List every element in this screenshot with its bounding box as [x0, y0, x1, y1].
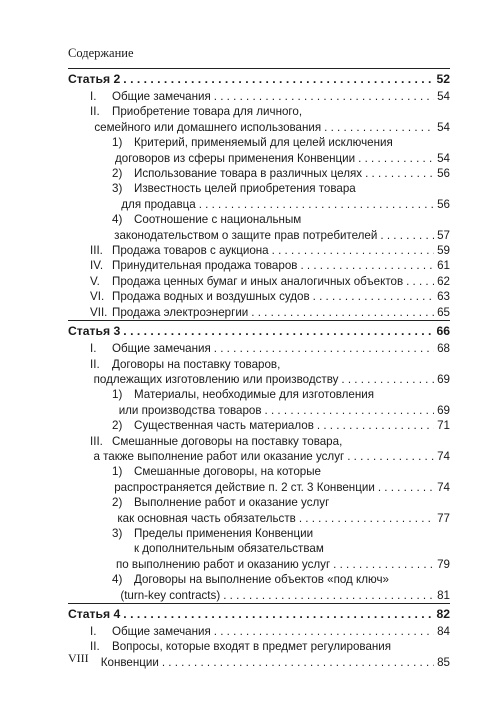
toc-entry: [68, 526, 450, 572]
toc-entry-line: [68, 181, 450, 196]
dot-leader: [378, 480, 434, 495]
entry-number: III.: [90, 434, 103, 448]
entry-title: Смешанные договоры, на которые: [134, 465, 322, 479]
entry-number: 1): [112, 388, 123, 402]
entry-page: 74: [437, 480, 450, 494]
entry-page: 57: [437, 228, 450, 242]
toc-entry-line: [68, 166, 450, 181]
toc-entry: [68, 341, 450, 356]
entry-title: Продажа ценных бумаг и иных аналогичных объектов: [112, 274, 404, 288]
entry-page: 69: [437, 403, 450, 417]
toc-entry-line: [68, 305, 450, 320]
dot-leader: [300, 258, 434, 273]
entry-title: подлежащих изготовлению или производству: [93, 372, 339, 386]
toc-entry-line: [68, 274, 450, 289]
entry-number: 4): [112, 573, 123, 587]
entry-title: Соотношение с национальным: [134, 213, 302, 227]
toc-entry-line: [68, 655, 450, 670]
entry-page: 77: [437, 511, 450, 525]
entry-page: 56: [437, 167, 450, 181]
toc-entry-line: [68, 434, 450, 449]
entry-number: II.: [90, 105, 100, 119]
dot-leader: [347, 449, 434, 464]
entry-title: Вопросы, которые входят в предмет регулирования: [112, 640, 392, 654]
entry-title: Общие замечания: [112, 90, 211, 103]
toc-entry: [68, 357, 450, 388]
toc-entry-line: [68, 526, 450, 541]
toc-entry-line: [68, 588, 450, 603]
entry-number: II.: [90, 640, 100, 654]
entry-number: V.: [90, 274, 100, 288]
dot-leader: [358, 151, 434, 166]
entry-title: Материалы, необходимые для изготовления: [134, 388, 375, 402]
dot-leader: [223, 588, 434, 603]
entry-title: семейного или домашнего использования: [94, 120, 322, 134]
toc-entry-line: [68, 197, 450, 212]
entry-page: 68: [437, 342, 450, 356]
toc-entry-line: [68, 495, 450, 510]
entry-number: I.: [90, 90, 97, 103]
toc-entry-line: [68, 120, 450, 135]
entry-number: IV.: [90, 259, 104, 273]
entry-page: 84: [437, 625, 450, 638]
entry-page: 61: [437, 259, 450, 273]
entry-page: 85: [437, 655, 450, 669]
toc-entry-line: [68, 403, 450, 418]
toc-entry: [68, 464, 450, 495]
toc-entry: [68, 495, 450, 526]
entry-page: 63: [437, 290, 450, 304]
toc-entry-line: [68, 151, 450, 166]
toc-entry-line: [68, 289, 450, 304]
entry-page: 74: [437, 449, 450, 463]
entry-page: 69: [437, 372, 450, 386]
entry-page: 54: [437, 120, 450, 134]
entry-title: Продажа водных и воздушных судов: [112, 290, 310, 304]
toc-entry-line: [68, 228, 450, 243]
toc-entry-line: [68, 357, 450, 372]
dot-leader: [299, 511, 434, 526]
entry-page: 79: [437, 557, 450, 571]
entry-number: 4): [112, 213, 123, 227]
entry-title: Известность целей приобретения товара: [134, 182, 356, 196]
entry-page: 62: [437, 274, 450, 288]
toc-entry-line: [68, 212, 450, 227]
article-page: 66: [436, 324, 450, 339]
entry-number: III.: [90, 244, 103, 258]
entry-number: VI.: [90, 290, 105, 304]
dot-leader: [162, 655, 434, 670]
toc-entry: [68, 243, 450, 258]
toc-article: [68, 603, 450, 670]
toc-entry: [68, 104, 450, 135]
table-of-contents: [68, 68, 450, 670]
entry-number: 2): [112, 496, 123, 510]
entry-number: 1): [112, 136, 123, 150]
toc-entry: [68, 624, 450, 639]
dot-leader: [214, 89, 434, 104]
dot-leader: [251, 305, 434, 320]
toc-entry: [68, 305, 450, 320]
entry-title: договоров из сферы применения Конвенции: [115, 151, 356, 165]
dot-leader: [123, 71, 433, 88]
entry-title: Приобретение товара для личного,: [112, 105, 303, 119]
toc-entry-line: [68, 372, 450, 387]
toc-entry-line: [68, 449, 450, 464]
dot-leader: [333, 557, 434, 572]
dot-leader: [365, 166, 434, 181]
toc-article: [68, 320, 450, 603]
toc-entry: [68, 166, 450, 181]
dot-leader: [317, 418, 434, 433]
dot-leader: [123, 323, 433, 340]
entry-title: к дополнительным обязательствам: [134, 542, 324, 556]
entry-title: Общие замечания: [112, 625, 211, 638]
toc-entry-line: [68, 464, 450, 479]
entry-number: VII.: [90, 305, 108, 319]
dot-leader: [123, 606, 433, 623]
toc-entry-line: [68, 480, 450, 495]
toc-entry-line: [68, 639, 450, 654]
entry-title: законодательством о защите прав потребителей: [114, 228, 378, 242]
entry-page: 71: [437, 419, 450, 433]
toc-entry: [68, 89, 450, 104]
toc-entry: [68, 258, 450, 273]
entry-number: 3): [112, 182, 123, 196]
dot-leader: [272, 243, 434, 258]
toc-entry-line: [68, 557, 450, 572]
entry-number: II.: [90, 357, 100, 371]
toc-entry: [68, 289, 450, 304]
entry-number: 2): [112, 419, 123, 433]
dot-leader: [199, 197, 434, 212]
running-head: Содержание: [68, 46, 134, 60]
entry-page: 81: [437, 588, 450, 602]
entry-number: I.: [90, 342, 97, 356]
entry-page: 54: [437, 90, 450, 103]
toc-entry-line: [68, 258, 450, 273]
entry-title: Критерий, применяемый для целей исключения: [134, 136, 393, 150]
dot-leader: [380, 228, 434, 243]
entry-title: по выполнению работ и оказанию услуг: [115, 557, 331, 571]
entry-number: 3): [112, 526, 123, 540]
toc-entry-line: [68, 572, 450, 587]
article-title: Статья 2: [68, 72, 121, 86]
toc-entry: [68, 434, 450, 465]
dot-leader: [214, 341, 434, 356]
toc-entry: [68, 418, 450, 433]
entry-page: 54: [437, 151, 450, 165]
article-page: 82: [436, 607, 450, 621]
entry-title: Договоры на выполнение объектов «под ключ»: [134, 573, 389, 587]
toc-article-heading: [68, 604, 450, 624]
entry-title: Конвенции: [100, 655, 159, 669]
dot-leader: [313, 289, 434, 304]
toc-entry: [68, 639, 450, 670]
article-title: Статья 4: [68, 607, 121, 621]
page-number: VIII: [68, 651, 89, 665]
entry-title: Пределы применения Конвенции: [134, 526, 314, 540]
entry-number: 1): [112, 465, 123, 479]
entry-page: 56: [437, 197, 450, 211]
entry-title: как основная часть обязательств: [117, 511, 296, 525]
entry-title: Общие замечания: [112, 342, 211, 356]
toc-entry-line: [68, 624, 450, 639]
toc-entry-line: [68, 511, 450, 526]
toc-entry: [68, 274, 450, 289]
entry-page: 65: [437, 305, 450, 319]
toc-entry: [68, 387, 450, 418]
dot-leader: [265, 403, 435, 418]
toc-article: [68, 68, 450, 320]
toc-article-heading: [68, 69, 450, 89]
entry-number: I.: [90, 625, 97, 638]
entry-title: Использование товара в различных целях: [134, 167, 363, 181]
toc-entry-line: [68, 135, 450, 150]
toc-entry-line: [68, 541, 450, 556]
entry-title: а также выполнение работ или оказание услуг: [93, 449, 345, 463]
entry-number: 2): [112, 167, 123, 181]
dot-leader: [406, 274, 434, 289]
toc-entry: [68, 572, 450, 603]
toc-entry-line: [68, 243, 450, 258]
entry-title: или производства товаров: [118, 403, 262, 417]
toc-entry-line: [68, 104, 450, 119]
toc-article-heading: [68, 321, 450, 341]
toc-entry-line: [68, 387, 450, 402]
toc-entry-line: [68, 341, 450, 356]
toc-entry: [68, 135, 450, 166]
toc-entry: [68, 181, 450, 212]
entry-title: Продажа электроэнергии: [112, 305, 249, 319]
article-page: 52: [436, 72, 450, 86]
entry-title: Существенная часть материалов: [134, 419, 314, 433]
entry-title: Продажа товаров с аукциона: [112, 244, 269, 258]
toc-entry-line: [68, 418, 450, 433]
entry-title: Смешанные договоры на поставку товара,: [112, 434, 343, 448]
toc-entry: [68, 212, 450, 243]
dot-leader: [324, 120, 434, 135]
entry-page: 59: [437, 244, 450, 258]
toc-entry-line: [68, 89, 450, 104]
entry-title: Договоры на поставку товаров,: [112, 357, 281, 371]
dot-leader: [341, 372, 434, 387]
entry-title: (turn-key contracts): [120, 588, 221, 602]
entry-title: Принудительная продажа товаров: [112, 259, 298, 273]
article-title: Статья 3: [68, 324, 121, 339]
entry-title: Выполнение работ и оказание услуг: [134, 496, 330, 510]
dot-leader: [214, 624, 434, 639]
entry-title: распространяется действие п. 2 ст. 3 Конвенции: [114, 480, 375, 494]
entry-title: для продавца: [121, 197, 196, 211]
